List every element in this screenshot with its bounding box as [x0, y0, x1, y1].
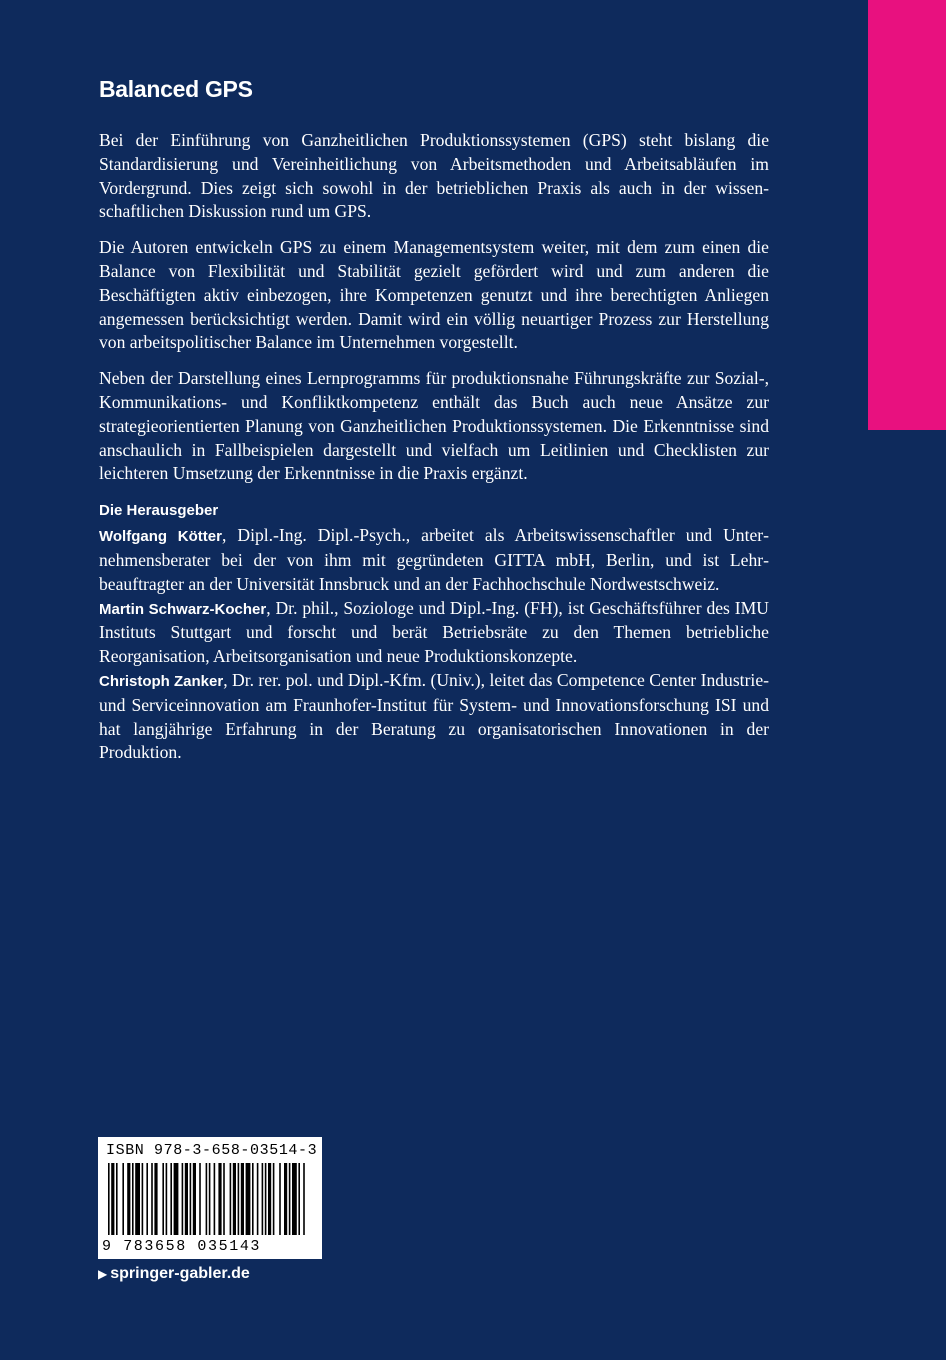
barcode-bar — [241, 1163, 244, 1235]
barcode-bar — [268, 1163, 271, 1235]
editor-bio-text: , Dr. phil., Soziologe und Dipl.-Ing. (FH), ist Geschäftsführer des IMU Instituts Stuttgart und forscht und berät Betriebsräte zu den Themen betriebliche Reorganisation, Arbeitsorganisation und neue Produktionskonzepte. — [99, 597, 769, 667]
barcode-bar — [218, 1163, 221, 1235]
magenta-accent-bar — [868, 0, 946, 430]
barcode-bar — [223, 1163, 225, 1235]
barcode-bar — [151, 1163, 153, 1235]
barcode-bar — [162, 1163, 164, 1235]
barcode-bar — [289, 1163, 291, 1235]
barcode-bar — [303, 1163, 305, 1235]
isbn-barcode — [98, 1137, 322, 1259]
description-paragraph-3: Neben der Darstellung eines Lernprogramms für produktionsnahe Führungskräfte zur Sozial-, Kommunikations- und Konfliktkompetenz enthält das Buch auch neue Ansätze zur strategieorientierten Planung von Ganzheitlichen Produktionssystemen. Die Erkenntnisse sind anschaulich in Fallbeispielen dargestellt und vielfach um Leitlinien und Checklisten zur leichteren Umsetzung der Erkenntnisse in die Praxis ergänzt. — [99, 368, 769, 484]
publisher-url: springer-gabler.de — [110, 1265, 250, 1282]
barcode-bar — [182, 1163, 184, 1235]
editors-heading: Die Herausgeber — [99, 502, 219, 520]
back-cover-text — [99, 74, 769, 765]
barcode-bar — [185, 1163, 188, 1235]
barcode-bar — [135, 1163, 140, 1235]
editor-bio-text: , Dr. rer. pol. und Dipl.-Kfm. (Univ.), leitet das Competence Center Industrie- und Serviceinnovation am Fraunhofer-Institut für System- und Innovationsforschung ISI und hat langjährige Erfahrung in der Beratung zu organisatorischen Innovationen in der Produktion. — [99, 669, 769, 763]
barcode-bar — [209, 1163, 211, 1235]
barcode-bar — [214, 1163, 216, 1235]
barcode-bar — [298, 1163, 300, 1235]
barcode-bar — [265, 1163, 267, 1235]
editor-name: Wolfgang Kötter — [99, 528, 222, 546]
barcode-bar — [142, 1163, 144, 1235]
book-title: Balanced GPS — [99, 76, 253, 102]
barcode-bar — [108, 1163, 110, 1235]
editor-name: Christoph Zanker — [99, 672, 224, 690]
editor-bio-3 — [99, 669, 769, 765]
barcode-bar — [206, 1163, 208, 1235]
barcode-bar — [166, 1163, 168, 1235]
barcode-bar — [233, 1163, 236, 1235]
barcode-bar — [262, 1163, 264, 1235]
barcode-bar — [193, 1163, 196, 1235]
barcode-bar — [111, 1163, 114, 1235]
editor-bio-2 — [99, 597, 769, 669]
barcode-bar — [122, 1163, 124, 1235]
barcode-bar — [170, 1163, 172, 1235]
barcode-bar — [116, 1163, 118, 1235]
barcode-bar — [273, 1163, 275, 1235]
play-arrow-icon: ▶ — [98, 1267, 108, 1281]
barcode-bar — [199, 1163, 201, 1235]
barcode-bar — [132, 1163, 134, 1235]
description-paragraph-2: Die Autoren entwickeln GPS zu einem Managementsystem weiter, mit dem zum einen die Balance von Flexibilität und Stabilität gezielt gefördert wird und zum anderen die Beschäftigten aktiv einbezogen, ihre Kompetenzen genutzt und ihre berechtigten Anliegen angemessen berücksichtigt werden. Damit wird ein völlig neuartiger Prozess zur Herstellung von arbeitspolitischer Balance im Unternehmen vorgestellt. — [99, 237, 769, 353]
barcode-bar — [246, 1163, 251, 1235]
barcode-bar — [154, 1163, 157, 1235]
isbn-label: ISBN 978-3-658-03514-3 — [106, 1142, 318, 1159]
barcode-bar — [190, 1163, 192, 1235]
barcode-bar — [174, 1163, 179, 1235]
barcode-bar — [230, 1163, 232, 1235]
barcode-bar — [238, 1163, 240, 1235]
barcode-bar — [279, 1163, 281, 1235]
barcode-bar — [284, 1163, 287, 1235]
barcode-bar — [252, 1163, 254, 1235]
publisher-link[interactable] — [98, 1263, 250, 1285]
editor-bio-text: , Dipl.-Ing. Dipl.-Psych., arbeitet als Arbeitswissenschaftler und Unternehmensberater bei der von ihm mit gegründeten GITTA mbH, Berlin, und ist Lehrbeauftragter an der Universität Innsbruck und an der Fachhochschule Nordwestschweiz. — [99, 525, 770, 594]
barcode-bar — [146, 1163, 148, 1235]
editor-bio-1 — [99, 524, 769, 596]
barcode-bar — [257, 1163, 259, 1235]
barcode-digits: 9 783658 035143 — [102, 1238, 262, 1255]
barcode-bar — [292, 1163, 297, 1235]
editor-name: Martin Schwarz-Kocher — [99, 600, 267, 618]
description-paragraph-1: Bei der Einführung von Ganzheitlichen Produktionssystemen (GPS) steht bislang die Standardisierung und Vereinheitlichung von Arbeitsmethoden und Arbeitsabläufen im Vordergrund. Dies zeigt sich sowohl in der betrieblichen Praxis als auch in der wissenschaftlichen Diskussion rund um GPS. — [99, 130, 769, 222]
barcode-bar — [127, 1163, 130, 1235]
barcode-graphic — [104, 1163, 314, 1235]
